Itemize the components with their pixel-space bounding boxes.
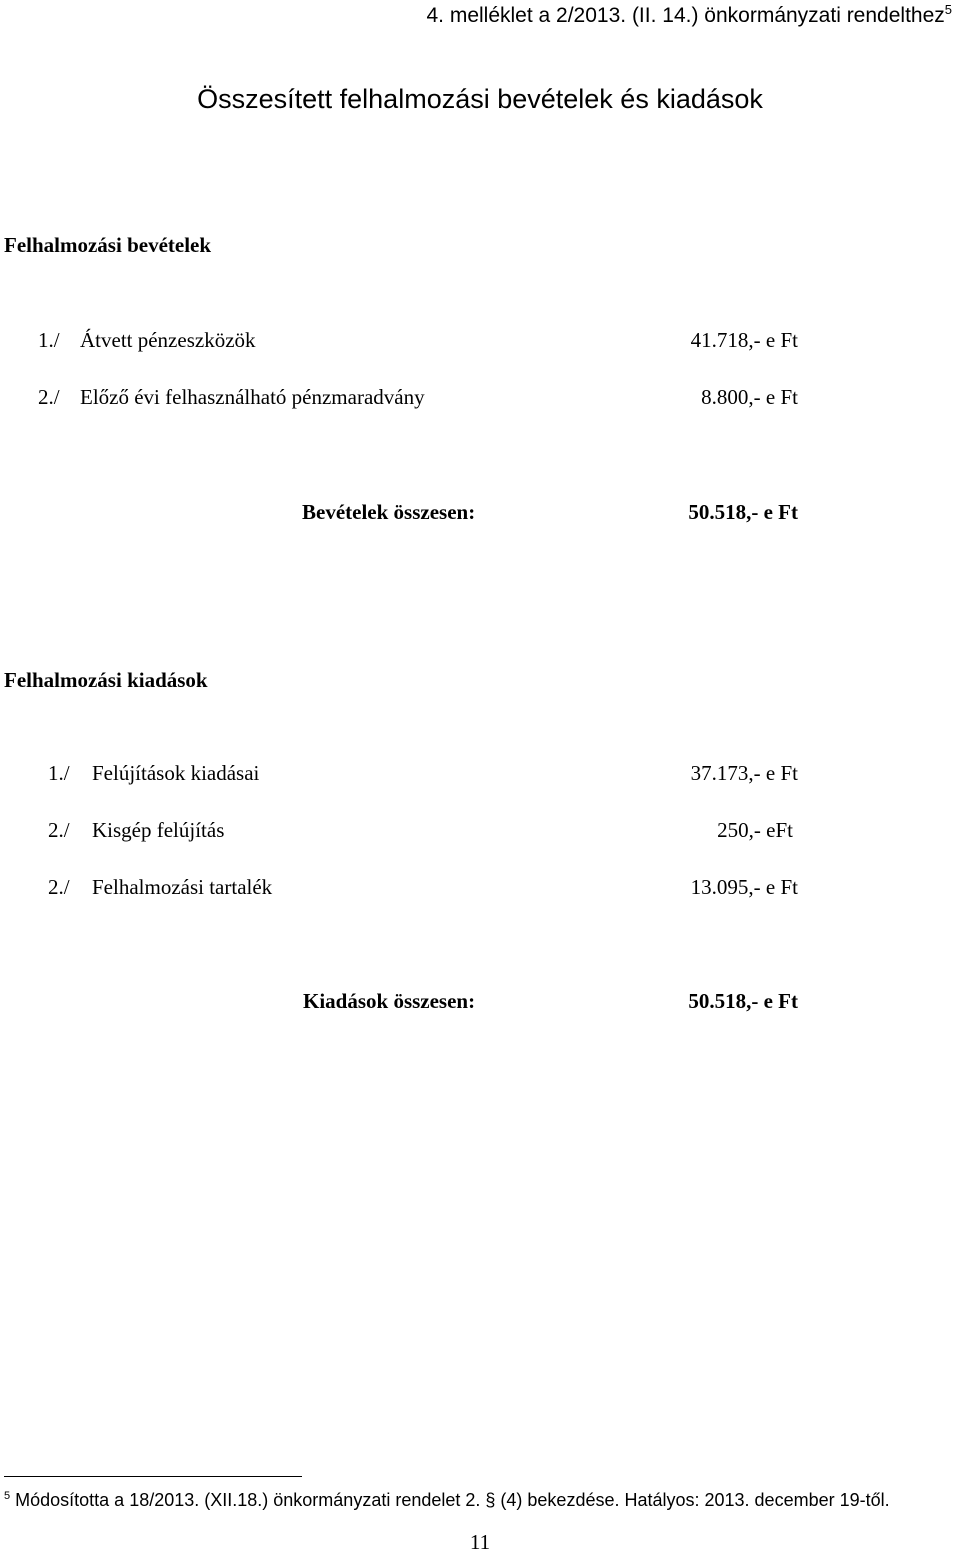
annex-reference xyxy=(426,4,952,28)
expense-item-1-number: 1./ xyxy=(48,761,70,785)
page-title: Összesített felhalmozási bevételek és kiadások xyxy=(197,84,763,114)
expenses-total-amount: 50.518,- e Ft xyxy=(688,989,798,1013)
income-heading: Felhalmozási bevételek xyxy=(4,233,212,257)
annex-reference-text: 4. melléklet a 2/2013. (II. 14.) önkormányzati rendelthez xyxy=(426,4,945,27)
expense-item-1-label: Felújítások kiadásai xyxy=(92,761,260,785)
footnote-separator xyxy=(4,1476,302,1477)
expense-item-2-amount: 250,- eFt xyxy=(717,818,793,842)
footnote xyxy=(4,1490,890,1511)
income-item-2-number: 2./ xyxy=(38,385,60,409)
page-number: 11 xyxy=(469,1530,491,1554)
footnote-text: Módosította a 18/2013. (XII.18.) önkormányzati rendelet 2. § (4) bekezdése. Hatályos: 2013. december 19-től. xyxy=(10,1490,890,1510)
income-total-amount: 50.518,- e Ft xyxy=(688,500,798,524)
income-item-1-amount: 41.718,- e Ft xyxy=(690,328,798,352)
expense-item-3-number: 2./ xyxy=(48,875,70,899)
expenses-total-label: Kiadások összesen: xyxy=(303,989,476,1013)
income-item-1-label: Átvett pénzeszközök xyxy=(80,328,256,352)
expense-item-3-label: Felhalmozási tartalék xyxy=(92,875,273,899)
expense-item-2-label: Kisgép felújítás xyxy=(92,818,225,842)
income-total-label: Bevételek összesen: xyxy=(302,500,476,524)
income-item-2-label: Előző évi felhasználható pénzmaradvány xyxy=(80,385,425,409)
expense-item-2-number: 2./ xyxy=(48,818,70,842)
expense-item-1-amount: 37.173,- e Ft xyxy=(690,761,798,785)
footnote-number: 5 xyxy=(4,1490,11,1502)
income-item-2-amount: 8.800,- e Ft xyxy=(701,385,798,409)
expense-item-3-amount: 13.095,- e Ft xyxy=(690,875,798,899)
income-item-1-number: 1./ xyxy=(38,328,60,352)
expenses-heading: Felhalmozási kiadások xyxy=(4,668,208,692)
footnote-marker: 5 xyxy=(944,2,952,17)
